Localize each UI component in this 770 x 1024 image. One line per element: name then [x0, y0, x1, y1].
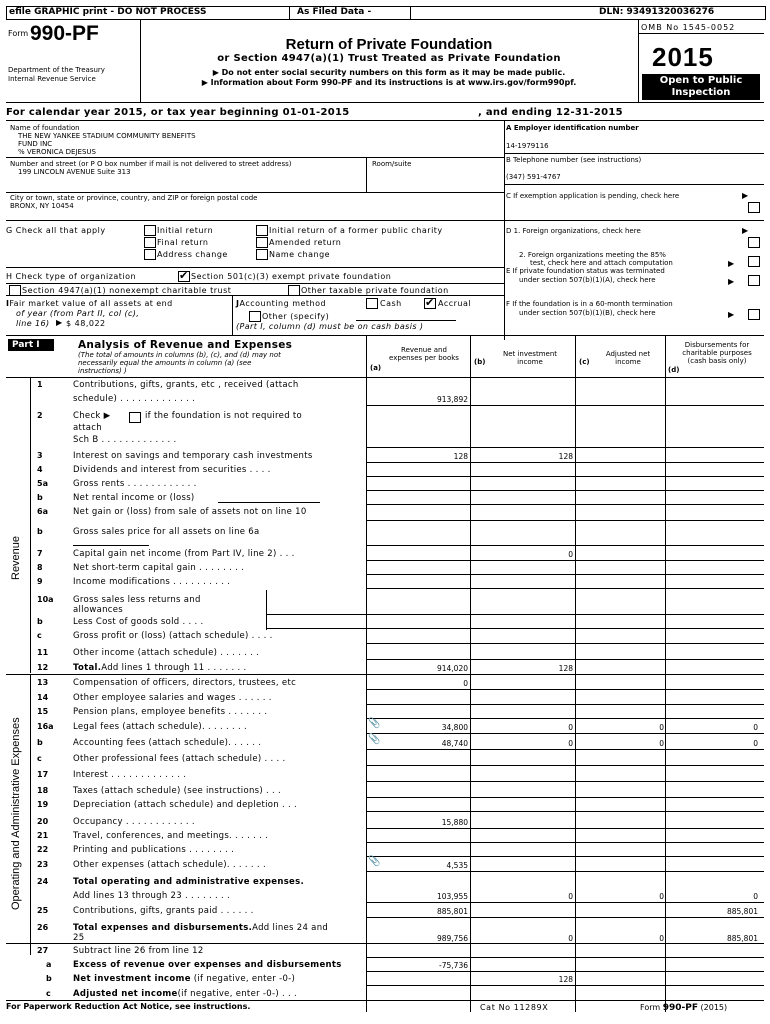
line-5a: 5a Gross rents . . . . . . . . . . . . — [37, 479, 197, 489]
g-label: G Check all that apply — [6, 226, 106, 235]
line-6a: 6a Net gain or (loss) from sale of assets not on line 10 — [37, 507, 307, 517]
foreign-85-checkbox[interactable] — [748, 256, 760, 267]
cat-number: Cat No 11289X — [480, 1003, 549, 1012]
exemption-pending-label: C If exemption application is pending, check here — [506, 192, 680, 200]
foundation-name-3: % VERONICA DEJESUS — [18, 148, 96, 156]
arrow-right-icon: ▶ — [728, 277, 735, 286]
arrow-right-icon: ▶ — [728, 259, 735, 268]
line-1: 1 Contributions, gifts, grants, etc , received (attach — [37, 380, 299, 390]
amended-return-checkbox[interactable] — [256, 237, 268, 248]
foreign-85-label-1: 2. Foreign organizations meeting the 85% — [519, 251, 666, 259]
form-title: Return of Private Foundation — [285, 36, 493, 53]
line-26: 26 Total expenses and disbursements.Add lines 24 and — [37, 923, 329, 933]
room-label: Room/suite — [372, 160, 412, 168]
foundation-name-2: FUND INC — [18, 140, 53, 148]
form-subtitle: or Section 4947(a)(1) Trust Treated as Private Foundation — [217, 53, 561, 64]
street-value: 199 LINCOLN AVENUE Suite 313 — [18, 168, 131, 176]
expenses-side-label: Operating and Administrative Expenses — [10, 717, 22, 910]
line-11: 11 Other income (attach schedule) . . . . . . . — [37, 648, 260, 658]
part-i-desc-1: (The total of amounts in columns (b), (c), and (d) may not — [78, 351, 281, 359]
cash-label: Cash — [380, 299, 402, 308]
attachment-icon[interactable]: 📎 — [368, 718, 381, 729]
ein-value: 14-1979116 — [506, 142, 549, 150]
col-b-letter: (b) — [474, 358, 486, 366]
line-5b: b Net rental income or (loss) — [37, 493, 195, 503]
initial-return-label: Initial return — [157, 226, 214, 235]
attachment-icon[interactable]: 📎 — [368, 734, 381, 745]
col-c-header: Adjusted net income — [605, 350, 651, 366]
line-2-schb: Sch B . . . . . . . . . . . . . — [73, 435, 177, 445]
final-return-checkbox[interactable] — [144, 237, 156, 248]
arrow-right-icon: ▶ — [742, 191, 749, 200]
line-16a: 16a Legal fees (attach schedule). . . . . . . . 34,800 0 0 0 — [37, 722, 758, 732]
termination-60-label-1: F If the foundation is in a 60-month termination — [506, 300, 673, 308]
fmv-label-3: line 16) — [16, 319, 50, 328]
paperwork-notice: For Paperwork Reduction Act Notice, see instructions. — [6, 1002, 251, 1011]
tax-year: 2015 — [652, 42, 714, 72]
street-label: Number and street (or P O box number if mail is not delivered to street address) — [10, 160, 292, 168]
filed-banner: As Filed Data - — [297, 7, 372, 17]
line-26-total: 25 989,756 0 0 885,801 — [73, 933, 758, 943]
arrow-right-icon: ▶ — [56, 318, 63, 327]
line-15: 15 Pension plans, employee benefits . . . . . . . — [37, 707, 268, 717]
attachment-icon[interactable]: 📎 — [368, 856, 381, 867]
line-10b: b Less Cost of goods sold . . . . — [37, 617, 204, 627]
phone-value: (347) 591-4767 — [506, 173, 561, 181]
address-change-checkbox[interactable] — [144, 249, 156, 260]
line-8: 8 Net short-term capital gain . . . . . . . . — [37, 563, 245, 573]
accrual-checkbox[interactable] — [424, 298, 436, 309]
arrow-right-icon: ▶ — [728, 310, 735, 319]
final-return-label: Final return — [157, 238, 209, 247]
address-change-label: Address change — [157, 250, 228, 259]
efile-banner: efile GRAPHIC print - DO NOT PROCESS — [9, 7, 207, 17]
footer-form: Form 990-PF (2015) — [640, 1003, 728, 1013]
city-value: BRONX, NY 10454 — [10, 202, 74, 210]
line-2: 2 Check ▶ if the foundation is not required to — [37, 411, 303, 421]
line-2-attach: attach — [73, 423, 102, 433]
inspection: Inspection — [671, 87, 731, 98]
initial-former-label: Initial return of a former public charity — [269, 226, 443, 235]
revenue-side-label: Revenue — [10, 535, 22, 580]
line-27: 27 Subtract line 26 from line 12 — [37, 946, 204, 956]
line-24-add: Add lines 13 through 23 . . . . . . . . 103,955 0 0 0 — [73, 891, 758, 901]
cash-basis-note: (Part I, column (d) must be on cash basis ) — [236, 322, 424, 331]
line-10a-allowances: allowances — [73, 605, 124, 615]
part-i-tag: Part I — [12, 340, 40, 350]
name-label: Name of foundation — [10, 124, 80, 132]
line-18: 18 Taxes (attach schedule) (see instructions) . . . — [37, 786, 282, 796]
termination-60-label-2: under section 507(b)(1)(B), check here — [519, 309, 656, 317]
phone-label: B Telephone number (see instructions) — [506, 156, 642, 164]
amended-return-label: Amended return — [269, 238, 342, 247]
line-25: 25 Contributions, gifts, grants paid . . . . . . 885,801 885,801 — [37, 906, 758, 916]
other-method-checkbox[interactable] — [249, 311, 261, 322]
line-6b: b Gross sales price for all assets on line 6a — [37, 527, 260, 537]
dln: DLN: 93491320036276 — [599, 7, 715, 17]
line-20: 20 Occupancy . . . . . . . . . . . . 15,880 — [37, 817, 468, 827]
col-d-letter: (d) — [668, 366, 680, 374]
ssn-note: ▶ Do not enter social security numbers on this form as it may be made public. — [212, 68, 566, 77]
line-12: 12 Total.Add lines 1 through 11 . . . . . . . 914,020 128 — [37, 663, 573, 673]
foreign-org-checkbox[interactable] — [748, 237, 760, 248]
name-change-label: Name change — [269, 250, 331, 259]
line-3: 3 Interest on savings and temporary cash investments 128 128 — [37, 451, 573, 461]
foundation-name-1: THE NEW YANKEE STADIUM COMMUNITY BENEFITS — [18, 132, 196, 140]
calendar-year: For calendar year 2015, or tax year beginning 01-01-2015 — [6, 107, 350, 118]
part-i-desc-3: instructions) ) — [78, 367, 127, 375]
line-16b: b Accounting fees (attach schedule). . . . . . 48,740 0 0 0 — [37, 738, 758, 748]
line-7: 7 Capital gain net income (from Part IV, line 2) . . . 0 — [37, 549, 573, 559]
part-i-title: Analysis of Revenue and Expenses — [78, 339, 293, 351]
fmv-label-2: of year (from Part II, col (c), — [16, 309, 140, 318]
line-10c: c Gross profit or (loss) (attach schedule) . . . . — [37, 631, 273, 641]
4947-label: Section 4947(a)(1) nonexempt charitable trust — [22, 286, 232, 295]
info-note: ▶ Information about Form 990-PF and its instructions is at www.irs.gov/form990pf. — [201, 78, 577, 87]
form-prefix: Form — [8, 29, 29, 38]
open-public: Open to Public — [659, 75, 743, 86]
line-24: 24 Total operating and administrative expenses. — [37, 877, 305, 887]
foreign-org-label: D 1. Foreign organizations, check here — [506, 227, 641, 235]
city-label: City or town, state or province, country, and ZIP or foreign postal code — [10, 194, 258, 202]
ein-label: A Employer identification number — [506, 124, 639, 132]
arrow-right-icon: ▶ — [742, 226, 749, 235]
line-22: 22 Printing and publications . . . . . . . . — [37, 845, 235, 855]
accounting-method-label: JAccounting method — [236, 299, 327, 308]
cash-checkbox[interactable] — [366, 298, 378, 309]
line-10a: 10a Gross sales less returns and — [37, 595, 201, 605]
initial-former-checkbox[interactable] — [256, 225, 268, 236]
irs-label: Internal Revenue Service — [8, 75, 96, 83]
termination-60-checkbox[interactable] — [748, 309, 760, 320]
fmv-value: $ 48,022 — [66, 319, 106, 328]
501c3-label: Section 501(c)(3) exempt private foundation — [191, 272, 392, 281]
other-taxable-label: Other taxable private foundation — [301, 286, 449, 295]
dept-treasury: Department of the Treasury — [8, 66, 105, 74]
line-1-schedule: schedule) . . . . . . . . . . . . . 913,892 — [73, 394, 468, 404]
col-a-header: Revenue and expenses per books — [389, 346, 459, 362]
form-number: 990-PF — [30, 22, 99, 45]
foreign-85-label-2: test, check here and attach computation — [530, 259, 673, 267]
h-label: H Check type of organization — [6, 272, 137, 281]
col-a-letter: (a) — [370, 364, 382, 372]
status-terminated-label-2: under section 507(b)(1)(A), check here — [519, 276, 656, 284]
other-method-label: Other (specify) — [262, 312, 330, 321]
line-4: 4 Dividends and interest from securities . . . . — [37, 465, 271, 475]
line-27b: b Net investment income (if negative, enter -0-) 128 — [46, 974, 573, 984]
line-14: 14 Other employee salaries and wages . . . . . . — [37, 693, 272, 703]
line-19: 19 Depreciation (attach schedule) and depletion . . . — [37, 800, 298, 810]
line-23: 23 Other expenses (attach schedule). . . . . . . 4,535 — [37, 860, 468, 870]
exemption-pending-checkbox[interactable] — [748, 202, 760, 213]
line-27a: a Excess of revenue over expenses and disbursements -75,736 — [46, 960, 468, 970]
line-27c: c Adjusted net income(if negative, enter -0-) . . . — [46, 989, 297, 999]
fmv-label-1: IFair market value of all assets at end — [6, 299, 173, 308]
status-terminated-checkbox[interactable] — [748, 275, 760, 286]
501c3-checkbox[interactable] — [178, 271, 190, 282]
col-d-header: Disbursements for charitable purposes (cash basis only) — [682, 341, 752, 365]
col-b-header: Net investment income — [502, 350, 558, 366]
line-9: 9 Income modifications . . . . . . . . . . — [37, 577, 231, 587]
accrual-label: Accrual — [438, 299, 472, 308]
status-terminated-label-1: E If private foundation status was terminated — [506, 267, 665, 275]
line-17: 17 Interest . . . . . . . . . . . . . — [37, 770, 187, 780]
omb-number: OMB No 1545-0052 — [641, 23, 736, 32]
col-c-letter: (c) — [579, 358, 590, 366]
initial-return-checkbox[interactable] — [144, 225, 156, 236]
line-21: 21 Travel, conferences, and meetings. . . . . . . — [37, 831, 269, 841]
part-i-desc-2: necessarily equal the amounts in column (a) (see — [78, 359, 252, 367]
line-13: 13 Compensation of officers, directors, trustees, etc 0 — [37, 678, 468, 688]
line-16c: c Other professional fees (attach schedule) . . . . — [37, 754, 286, 764]
name-change-checkbox[interactable] — [256, 249, 268, 260]
calendar-ending: , and ending 12-31-2015 — [478, 107, 623, 118]
